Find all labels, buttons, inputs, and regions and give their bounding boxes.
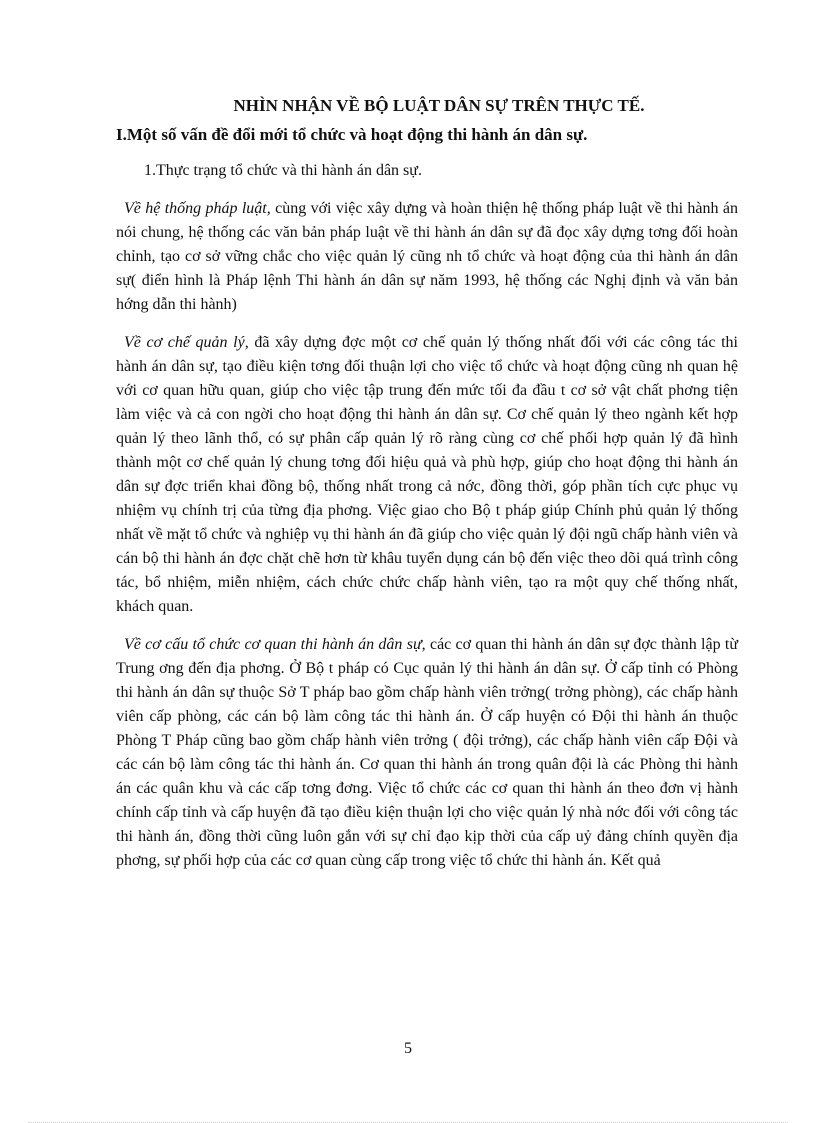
subsection-heading: 1.Thực trạng tổ chức và thi hành án dân sự. — [144, 162, 422, 179]
document-title: NHÌN NHẬN VỀ BỘ LUẬT DÂN SỰ TRÊN THỰC TẾ. — [233, 96, 645, 115]
page-content — [116, 95, 738, 873]
paragraph-organization-structure — [116, 633, 738, 873]
paragraph-lead: Về cơ chế quản lý, — [124, 334, 249, 351]
paragraph-text: đã xây dựng đợc một cơ chế quản lý thống nhất đối với các công tác thi hành án dân sự, tạo điều kiện tơng đối thuận lợi cho việc tổ chức và hoạt động cũng nh quan hệ với cơ quan hữu quan, giúp cho việc tập trung đến mức tối đa đầu t cơ sở vật chất phơng tiện làm việc và cả con ngời cho hoạt động thi hành án dân sự. Cơ chế quản lý theo ngành kết hợp quản lý theo lãnh thổ, có sự phân cấp quản lý rõ ràng cùng cơ chế phối hợp quản lý đã hình thành một cơ chế quản lý chung tơng đối hiệu quả và phù hợp, giúp cho hoạt động thi hành án dân sự đợc triển khai đồng bộ, thống nhất trong cả nớc, đồng thời, góp phần tích cực phục vụ nhiệm vụ chính trị của từng địa phơng. Việc giao cho Bộ t pháp giúp Chính phủ quản lý thống nhất về mặt tổ chức và nghiệp vụ thi hành án đã giúp cho việc quản lý đội ngũ chấp hành viên và cán bộ thi hành án đợc chặt chẽ hơn từ khâu tuyển dụng cán bộ đến việc theo dõi quá trình công tác, bổ nhiệm, miễn nhiệm, cách chức chức chấp hành viên, tạo ra một quy chế thống nhất, khách quan. — [116, 334, 738, 615]
paragraph-text: các cơ quan thi hành án dân sự đợc thành lập từ Trung ơng đến địa phơng. Ở Bộ t pháp có Cục quản lý thi hành án dân sự. Ở cấp tỉnh có Phòng thi hành án dân sự thuộc Sở T pháp bao gồm chấp hành viên trởng( trởng phòng), các chấp hành viên cấp phòng, các cán bộ làm công tác thi hành án. Ở cấp huyện có Đội thi hành án thuộc Phòng T Pháp cũng bao gồm chấp hành viên trởng ( đội trởng), các chấp hành viên cấp Đội và các cán bộ làm công tác thi hành án. Cơ quan thi hành án trong quân đội là các Phòng thi hành án các quân khu và các cấp tơng đơng. Việc tổ chức các cơ quan thi hành án theo đơn vị hành chính cấp tỉnh và cấp huyện đã tạo điều kiện thuận lợi cho việc quản lý nhà nớc đối với công tác thi hành án, đồng thời cũng luôn gắn với sự chỉ đạo kịp thời của cấp uỷ đảng chính quyền địa phơng, sự phối hợp của các cơ quan cùng cấp trong việc tổ chức thi hành án. Kết quả — [116, 636, 738, 869]
page-number: 5 — [404, 1040, 412, 1057]
section-heading: I.Một số vấn đề đổi mới tổ chức và hoạt động thi hành án dân sự. — [116, 125, 588, 144]
paragraph-legal-system — [116, 197, 738, 317]
paragraph-lead: Về cơ cấu tổ chức cơ quan thi hành án dân sự, — [124, 636, 426, 653]
paragraph-text: cùng với việc xây dựng và hoàn thiện hệ thống pháp luật về thi hành án nói chung, hệ thống các văn bản pháp luật về thi hành án dân sự đã đọc xây dựng tơng đối hoàn chỉnh, tạo cơ sở vững chắc cho việc quản lý cũng nh tổ chức và hoạt động của thi hành án dân sự( điển hình là Pháp lệnh Thi hành án dân sự năm 1993, hệ thống các Nghị định và văn bản hớng dẫn thi hành) — [116, 200, 739, 313]
paragraph-lead: Về hệ thống pháp luật, — [124, 200, 271, 217]
paragraph-management-mechanism — [116, 331, 738, 619]
